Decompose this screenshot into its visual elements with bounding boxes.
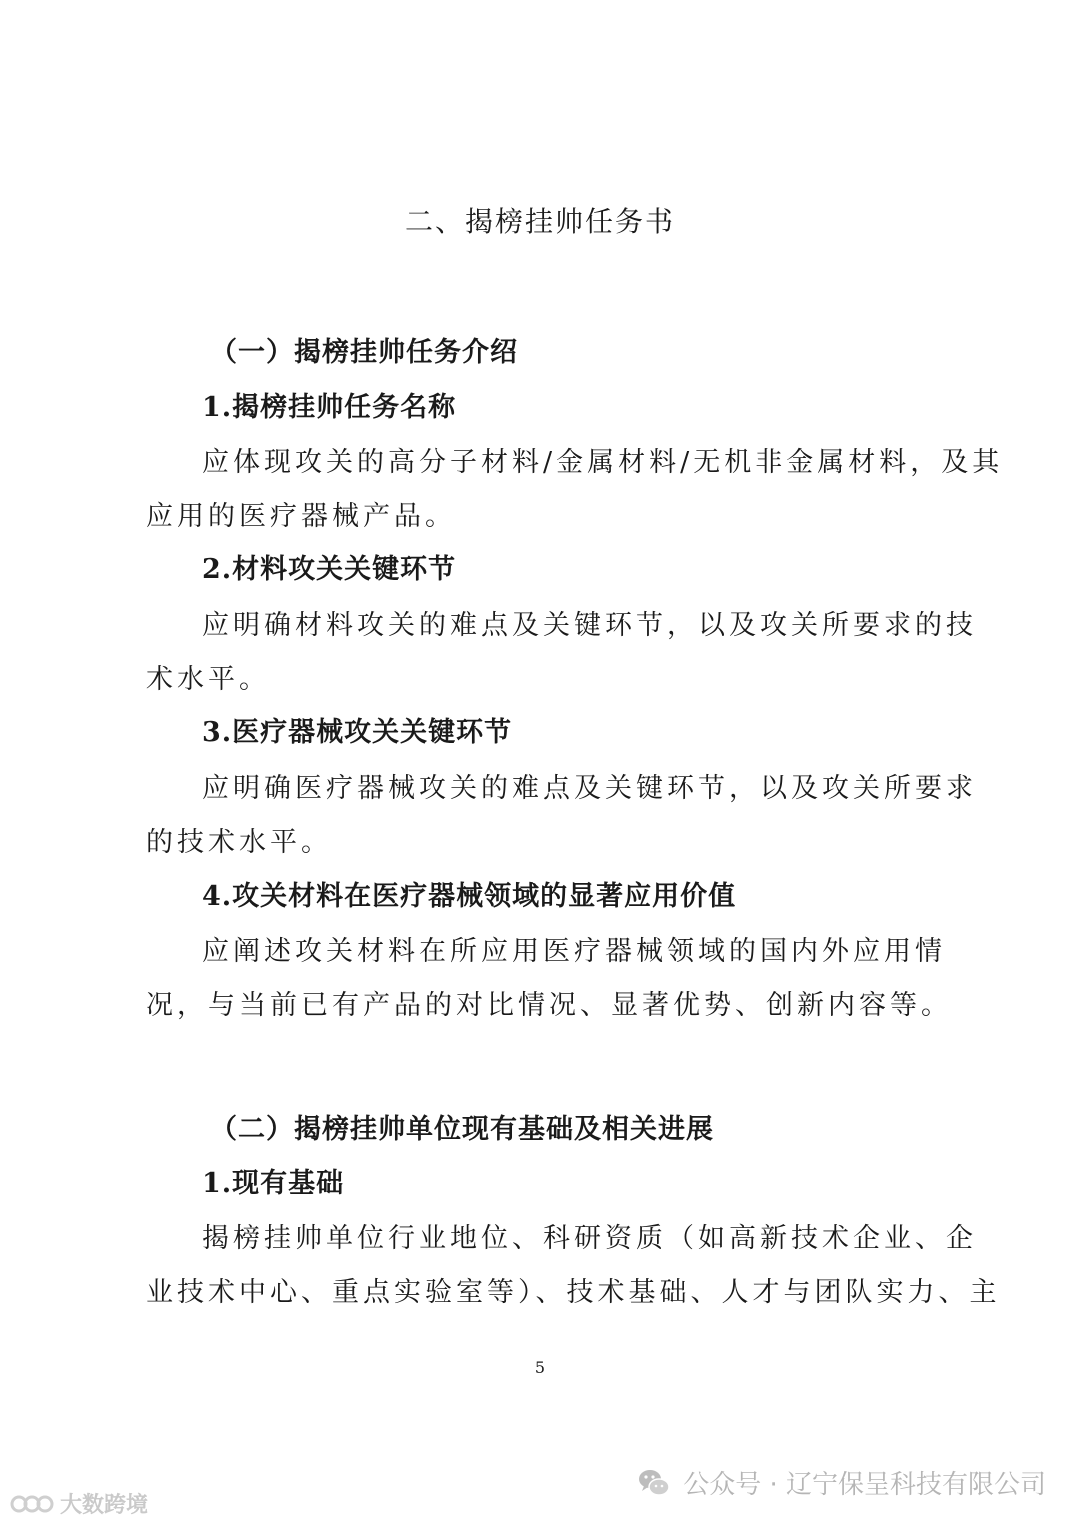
body-line: 应阐述攻关材料在所应用医疗器械领域的国内外应用情 bbox=[202, 936, 946, 967]
wechat-icon bbox=[637, 1466, 671, 1500]
body-line: 业技术中心、重点实验室等）、技术基础、人才与团队实力、主 bbox=[146, 1277, 1001, 1308]
item-heading-1-4: 4.攻关材料在医疗器械领域的显著应用价值 bbox=[202, 881, 737, 912]
body-line: 揭榜挂帅单位行业地位、科研资质（如高新技术企业、企 bbox=[202, 1223, 977, 1254]
item-heading-1-1: 1.揭榜挂帅任务名称 bbox=[202, 392, 457, 423]
page-number: 5 bbox=[534, 1358, 546, 1377]
body-line: 术水平。 bbox=[146, 664, 270, 695]
document-title: 二、揭榜挂帅任务书 bbox=[404, 205, 675, 238]
body-line: 应体现攻关的高分子材料/金属材料/无机非金属材料，及其 bbox=[202, 447, 1004, 478]
body-line: 况，与当前已有产品的对比情况、显著优势、创新内容等。 bbox=[146, 990, 952, 1021]
section-heading-2: （二）揭榜挂帅单位现有基础及相关进展 bbox=[210, 1114, 714, 1145]
body-line: 应明确材料攻关的难点及关键环节，以及攻关所要求的技 bbox=[202, 610, 977, 641]
body-line: 应用的医疗器械产品。 bbox=[146, 501, 456, 532]
body-line: 的技术水平。 bbox=[146, 827, 332, 858]
item-heading-1-3: 3.医疗器械攻关关键环节 bbox=[202, 717, 513, 748]
item-heading-1-2: 2.材料攻关关键环节 bbox=[202, 554, 457, 585]
wechat-account-text: 公众号 · 辽宁保呈科技有限公司 bbox=[683, 1470, 1046, 1500]
corner-brand-watermark bbox=[10, 1488, 148, 1519]
wechat-watermark bbox=[637, 1464, 1046, 1501]
brand-logo-icon bbox=[10, 1493, 54, 1515]
item-heading-2-1: 1.现有基础 bbox=[202, 1168, 345, 1199]
body-line: 应明确医疗器械攻关的难点及关键环节，以及攻关所要求 bbox=[202, 773, 977, 804]
corner-brand-text: 大数跨境 bbox=[60, 1493, 149, 1518]
section-heading-1: （一）揭榜挂帅任务介绍 bbox=[210, 337, 518, 368]
